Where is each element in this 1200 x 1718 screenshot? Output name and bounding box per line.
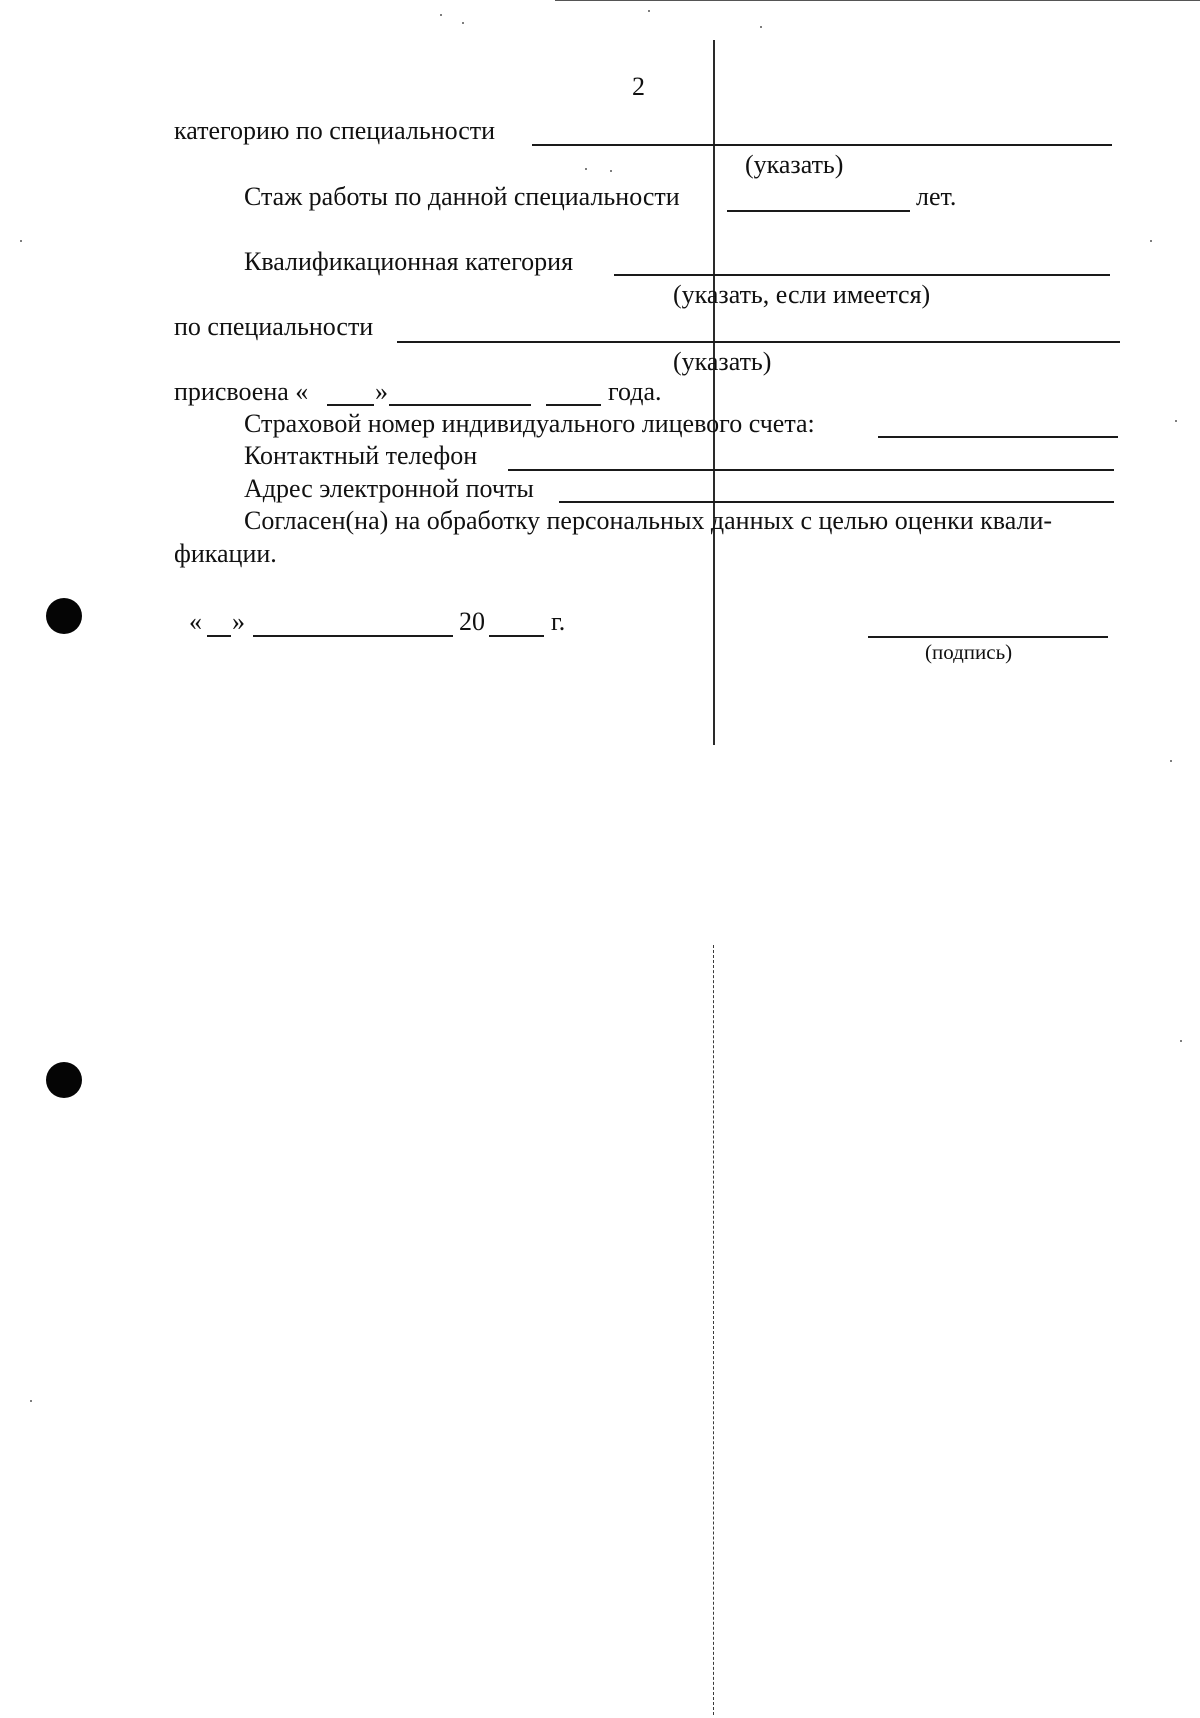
assigned-day-blank[interactable]	[327, 404, 374, 406]
scan-speck	[30, 1400, 32, 1402]
qualification-label: Квалификационная категория	[244, 247, 574, 276]
date-close-quote: »	[232, 607, 245, 636]
qualification-blank[interactable]	[614, 274, 1110, 276]
category-hint: (указать)	[745, 150, 844, 179]
assigned-suffix: года.	[608, 377, 662, 406]
consent-text-line2: фикации.	[174, 539, 277, 568]
email-label: Адрес электронной почты	[244, 474, 534, 503]
scan-speck	[1170, 760, 1172, 762]
page-number: 2	[632, 72, 645, 101]
email-blank[interactable]	[559, 501, 1114, 503]
phone-blank[interactable]	[508, 469, 1114, 471]
scan-speck	[1180, 1040, 1182, 1042]
consent-text-line1: Согласен(на) на обработку персональных данных с целью оценки квали-	[244, 506, 1053, 535]
date-month-blank[interactable]	[253, 635, 453, 637]
date-open-quote: «	[189, 607, 202, 636]
date-day-blank[interactable]	[207, 635, 231, 637]
snils-blank[interactable]	[878, 436, 1118, 438]
assigned-month-blank[interactable]	[389, 404, 531, 406]
scan-speck	[440, 14, 442, 16]
date-year-blank[interactable]	[489, 635, 544, 637]
experience-suffix: лет.	[916, 182, 957, 211]
scan-speck	[462, 22, 464, 24]
signature-hint: (подпись)	[925, 640, 1013, 664]
phone-label: Контактный телефон	[244, 441, 478, 470]
assigned-close-quote: »	[375, 377, 388, 406]
date-year-prefix: 20	[459, 607, 485, 636]
category-blank[interactable]	[532, 144, 1112, 146]
scan-speck	[760, 26, 762, 28]
snils-label: Страховой номер индивидуального лицевого счета:	[244, 409, 815, 438]
scan-speck	[1150, 240, 1152, 242]
assigned-prefix: присвоена «	[174, 377, 309, 406]
scan-speck	[610, 170, 612, 172]
experience-label: Стаж работы по данной специальности	[244, 182, 680, 211]
experience-blank[interactable]	[727, 210, 910, 212]
assigned-year-blank[interactable]	[546, 404, 601, 406]
punch-hole	[46, 598, 82, 634]
scan-top-edge	[555, 0, 1200, 1]
specialty-blank[interactable]	[397, 341, 1120, 343]
signature-blank[interactable]	[868, 636, 1108, 638]
qualification-hint: (указать, если имеется)	[673, 280, 931, 309]
scan-speck	[1175, 420, 1177, 422]
scan-speck	[20, 240, 22, 242]
category-label: категорию по специальности	[174, 116, 496, 145]
specialty-hint: (указать)	[673, 347, 772, 376]
fold-line-lower	[713, 945, 714, 1715]
scan-speck	[648, 10, 650, 12]
date-year-suffix: г.	[551, 607, 566, 636]
punch-hole	[46, 1062, 82, 1098]
scan-speck	[585, 168, 587, 170]
specialty-label: по специальности	[174, 312, 374, 341]
